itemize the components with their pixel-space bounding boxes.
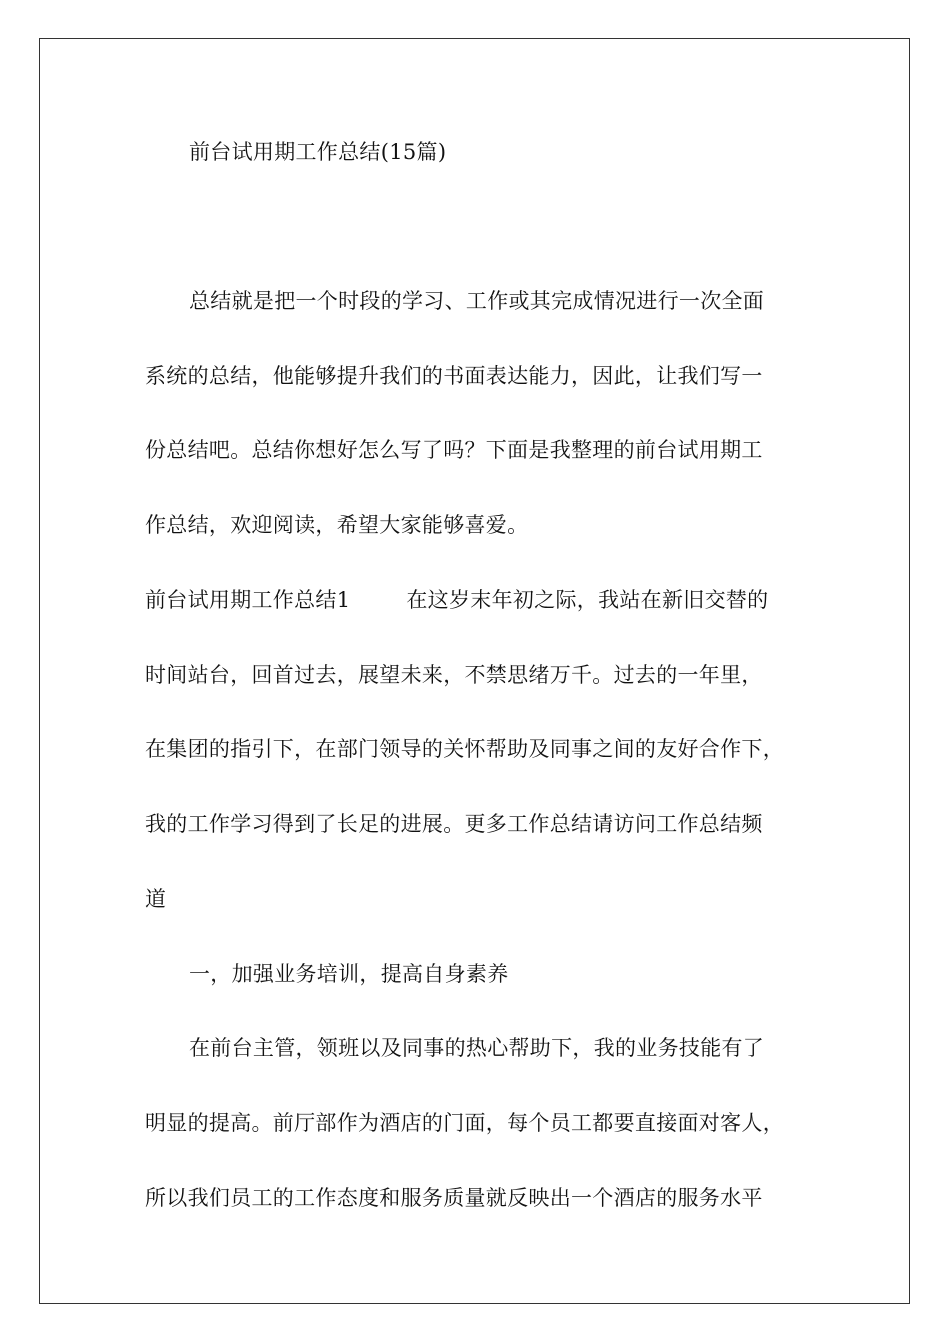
intro-line-1: 总结就是把一个时段的学习、工作或其完成情况进行一次全面 (189, 289, 765, 313)
section1-heading: 前台试用期工作总结1 (145, 588, 351, 612)
body-line-2: 明显的提高。前厅部作为酒店的门面，每个员工都要直接面对客人， (145, 1111, 784, 1135)
section1-line-5: 道 (145, 887, 167, 911)
section1-line-1: 在这岁末年初之际，我站在新旧交替的 (406, 588, 769, 612)
document-title: 前台试用期工作总结(15篇) (189, 140, 447, 164)
body-line-3: 所以我们员工的工作态度和服务质量就反映出一个酒店的服务水平 (145, 1186, 763, 1210)
subheading: 一，加强业务培训，提高自身素养 (189, 962, 509, 986)
intro-line-4: 作总结，欢迎阅读，希望大家能够喜爱。 (145, 513, 529, 537)
section1-line-4: 我的工作学习得到了长足的进展。更多工作总结请访问工作总结频 (145, 812, 763, 836)
body-line-1: 在前台主管，领班以及同事的热心帮助下，我的业务技能有了 (189, 1036, 765, 1060)
intro-line-2: 系统的总结，他能够提升我们的书面表达能力，因此，让我们写一 (145, 364, 763, 388)
section1-line-2: 时间站台，回首过去，展望未来，不禁思绪万千。过去的一年里， (145, 663, 763, 687)
intro-line-3: 份总结吧。总结你想好怎么写了吗？下面是我整理的前台试用期工 (145, 438, 763, 462)
section1-first-line (145, 586, 768, 614)
section1-line-3: 在集团的指引下，在部门领导的关怀帮助及同事之间的友好合作下， (145, 737, 784, 761)
